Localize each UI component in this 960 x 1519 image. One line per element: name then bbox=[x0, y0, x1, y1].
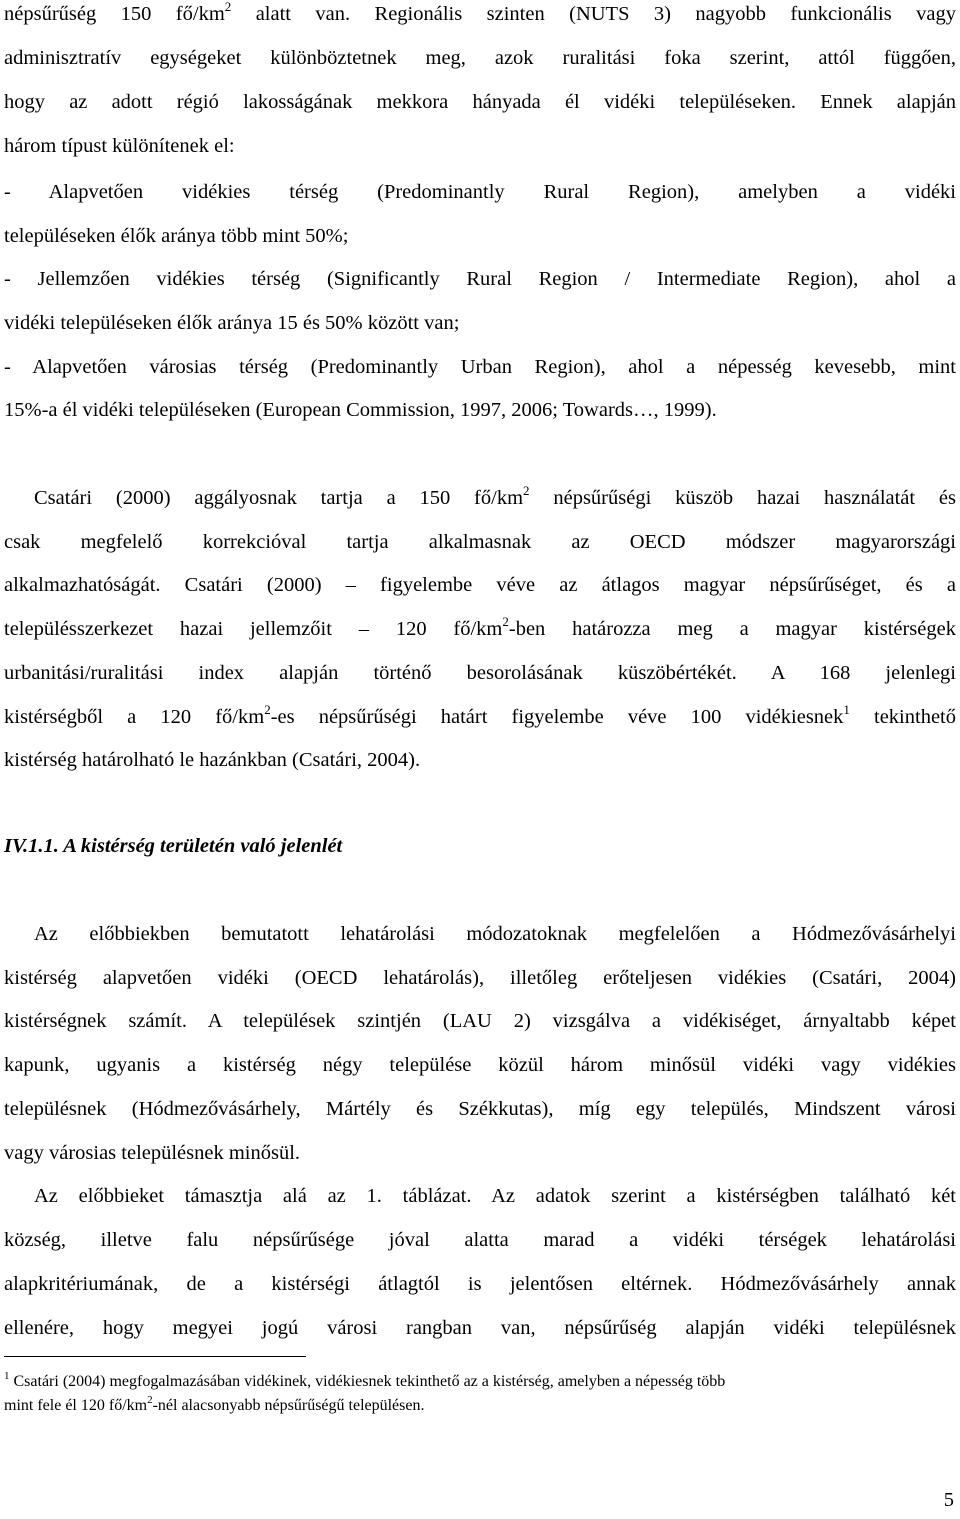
text-line: adminisztratív egységeket különböztetnek meg, azok ruralitási foka szerint, attól függően, bbox=[4, 47, 956, 69]
superscript: 2 bbox=[502, 614, 509, 629]
page-number: 5 bbox=[943, 1489, 954, 1511]
text-line: község, illetve falu népsűrűsége jóval alatta marad a vidéki térségek lehatárolási bbox=[4, 1229, 956, 1251]
superscript: 2 bbox=[523, 483, 530, 498]
text-line: kistérség alapvetően vidéki (OECD lehatárolás), illetőleg erőteljesen vidékies (Csatári, 2004) bbox=[4, 967, 956, 989]
list-item-continuation: településeken élők aránya több mint 50%; bbox=[4, 225, 349, 247]
list-item-continuation: 15%-a él vidéki településeken (European Commission, 1997, 2006; Towards…, 1999). bbox=[4, 399, 717, 421]
section-heading: IV.1.1. A kistérség területén való jelenlét bbox=[4, 835, 343, 857]
text-line: településszerkezet hazai jellemzőit – 120 $fő/km^2$-ben határozza meg a magyar kistérségek bbox=[4, 614, 956, 640]
text-line: településnek (Hódmezővásárhely, Mártély és Székkutas), míg egy település, Mindszent városi bbox=[4, 1098, 956, 1120]
superscript: 2 bbox=[224, 0, 232, 14]
text-line: kapunk, ugyanis a kistérség négy települése közül három minősül vidéki vagy vidékies bbox=[4, 1054, 956, 1076]
text-line: három típust különítenek el: bbox=[4, 135, 235, 157]
text-line: alkalmazhatóságát. Csatári (2000) – figyelembe véve az átlagos magyar népsűrűséget, és a bbox=[4, 574, 956, 596]
footnote-marker: 1 bbox=[4, 1370, 10, 1382]
superscript: 2 bbox=[264, 702, 271, 717]
text-line: vagy városias településnek minősül. bbox=[4, 1142, 301, 1164]
footnote-line: $^1$ Csatári (2004) megfogalmazásában vidékinek, vidékiesnek tekinthető az a kistérség, amelyben a népesség több bbox=[4, 1370, 726, 1390]
footnote-divider bbox=[4, 1356, 306, 1357]
list-item: - Jellemzően vidékies térség (Significantly Rural Region / Intermediate Region), ahol a bbox=[4, 268, 956, 290]
list-item: - Alapvetően vidékies térség (Predominantly Rural Region), amelyben a vidéki bbox=[4, 181, 956, 203]
text-line: Az előbbieket támasztja alá az 1. táblázat. Az adatok szerint a kistérségben található két bbox=[34, 1185, 956, 1207]
superscript: 2 bbox=[147, 1394, 153, 1406]
list-item-continuation: vidéki településeken élők aránya 15 és 50% között van; bbox=[4, 312, 460, 334]
text-line: Csatári (2000) aggályosnak tartja a 150 $fő/km^2$ népsűrűségi küszöb hazai használatát és bbox=[34, 483, 956, 509]
text-line: Az előbbiekben bemutatott lehatárolási módozatoknak megfelelően a Hódmezővásárhelyi bbox=[34, 923, 956, 945]
text-line: urbanitási/ruralitási index alapján történő besorolásának küszöbértékét. A 168 jelenlegi bbox=[4, 662, 956, 684]
footnote-line: mint fele él 120 $fő/km^2$-nél alacsonyabb népsűrűségű településen. bbox=[4, 1394, 425, 1414]
text-line: kistérség határolható le hazánkban (Csatári, 2004). bbox=[4, 749, 421, 771]
text-line: hogy az adott régió lakosságának mekkora hányada él vidéki településeken. Ennek alapján bbox=[4, 91, 956, 113]
text-line: kistérségből a 120 $fő/km^2-es$ népsűrűségi határt figyelembe véve 100 vidékiesnek$^1$ tekinthető bbox=[4, 702, 956, 728]
text-line: ellenére, hogy megyei jogú városi rangban van, népsűrűség alapján vidéki településnek bbox=[4, 1317, 956, 1339]
list-item: - Alapvetően városias térség (Predominantly Urban Region), ahol a népesség kevesebb, mint bbox=[4, 356, 956, 378]
text-line: népsűrűség 150 $fő/km^2$ alatt van. Regionális szinten (NUTS 3) nagyobb funkcionális vagy bbox=[4, 0, 956, 25]
text-line: kistérségnek számít. A települések szintjén (LAU 2) vizsgálva a vidékiséget, árnyaltabb képet bbox=[4, 1010, 956, 1032]
text-line: alapkritériumának, de a kistérségi átlagtól is jelentősen eltérnek. Hódmezővásárhely annak bbox=[4, 1273, 956, 1295]
footnote-reference[interactable]: 1 bbox=[843, 702, 850, 717]
text-line: csak megfelelő korrekcióval tartja alkalmasnak az OECD módszer magyarországi bbox=[4, 531, 956, 553]
